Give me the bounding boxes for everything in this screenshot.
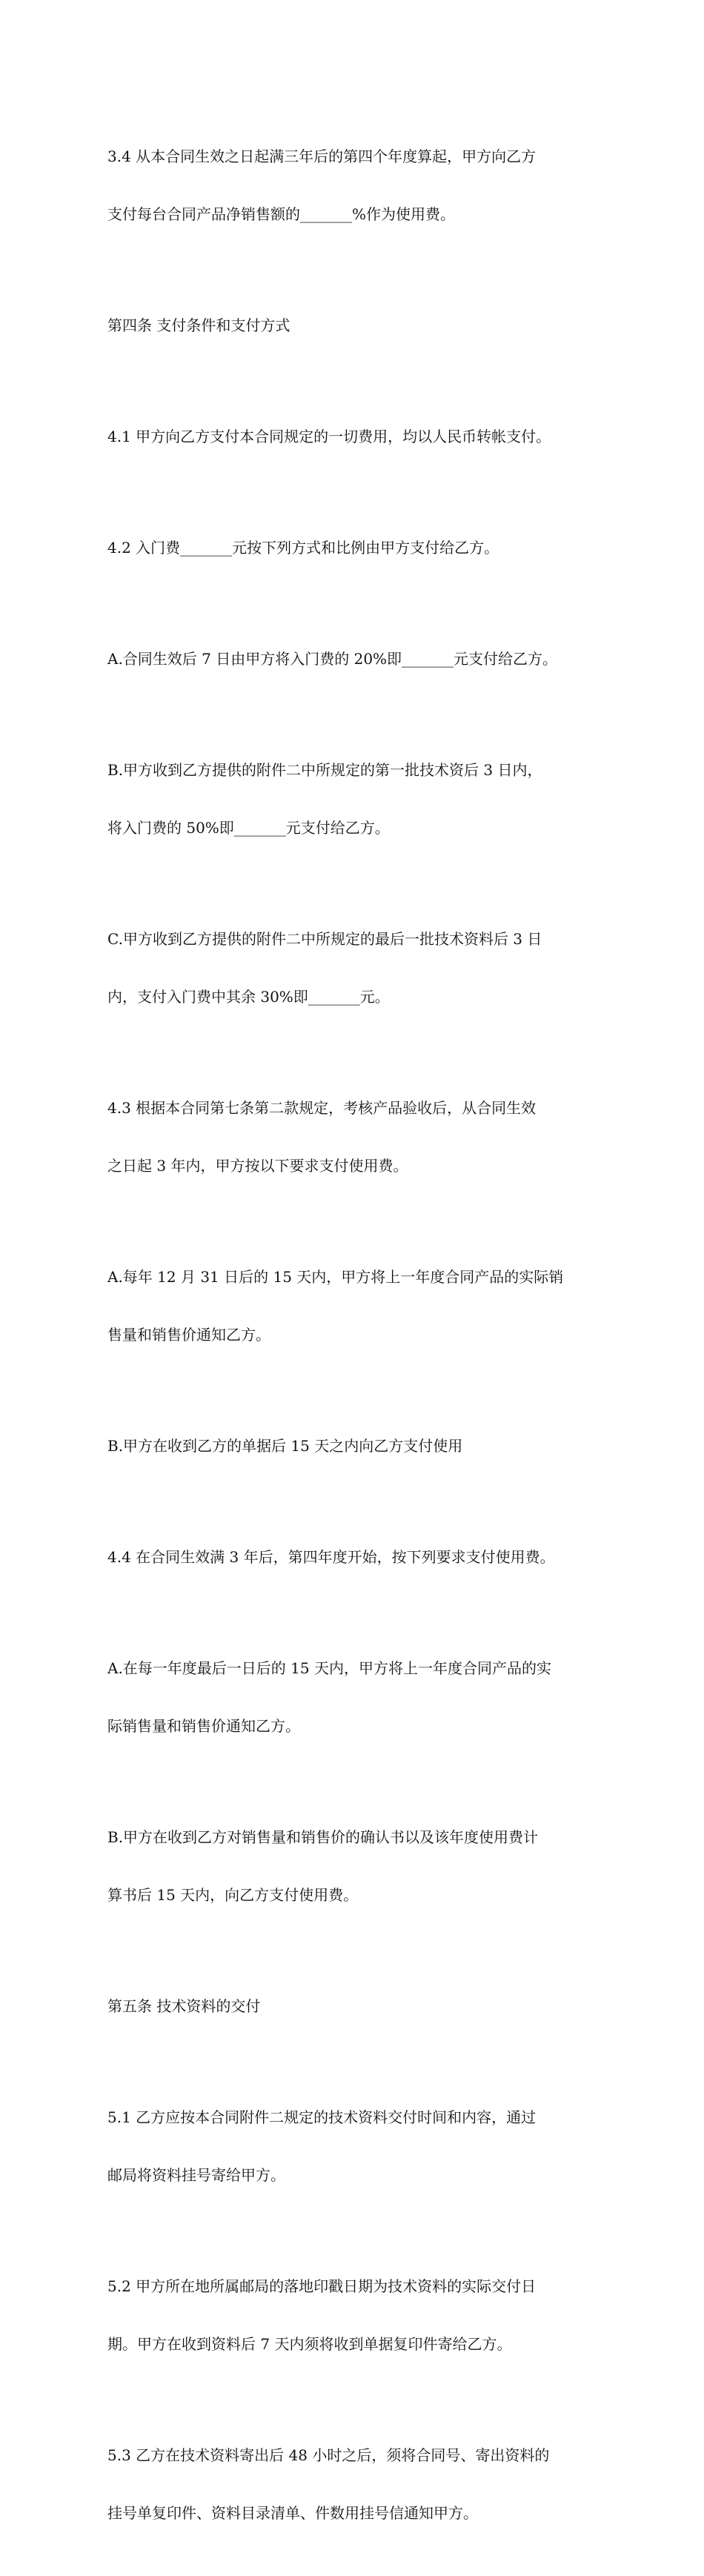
text-line: A.合同生效后 7 日由甲方将入门费的 20%即_______元支付给乙方。 — [107, 650, 558, 668]
article-4-heading — [107, 277, 604, 374]
clause-3-4 — [107, 108, 604, 262]
text-line: 4.1 甲方向乙方支付本合同规定的一切费用，均以人民币转帐支付。 — [107, 428, 551, 445]
text-line: 期。甲方在收到资料后 7 天内须将收到单据复印件寄给乙方。 — [107, 2335, 512, 2353]
clause-4-4-a — [107, 1620, 604, 1774]
clause-4-1 — [107, 388, 604, 485]
text-line: A.在每一年度最后一日后的 15 天内，甲方将上一年度合同产品的实 — [107, 1659, 551, 1677]
contract-page — [107, 108, 604, 2576]
article-5-heading — [107, 1958, 604, 2054]
clause-5-3 — [107, 2407, 604, 2561]
text-line: 4.3 根据本合同第七条第二款规定，考核产品验收后，从合同生效 — [107, 1099, 537, 1117]
heading-text: 第五条 技术资料的交付 — [107, 1997, 261, 2015]
clause-4-2-a — [107, 611, 604, 707]
clause-4-3-a — [107, 1229, 604, 1383]
text-line: 售量和销售价通知乙方。 — [107, 1326, 270, 1344]
text-line: 将入门费的 50%即_______元支付给乙方。 — [107, 819, 390, 837]
text-line: 支付每台合同产品净销售额的_______%作为使用费。 — [107, 205, 456, 223]
text-line: B.甲方收到乙方提供的附件二中所规定的第一批技术资后 3 日内， — [107, 761, 542, 779]
clause-4-4-b — [107, 1789, 604, 1943]
clause-4-2 — [107, 499, 604, 596]
text-line: B.甲方在收到乙方对销售量和销售价的确认书以及该年度使用费计 — [107, 1828, 539, 1846]
text-line: 算书后 15 天内，向乙方支付使用费。 — [107, 1886, 359, 1904]
text-line: 之日起 3 年内，甲方按以下要求支付使用费。 — [107, 1157, 408, 1175]
text-line: 挂号单复印件、资料目录清单、件数用挂号信通知甲方。 — [107, 2504, 478, 2522]
clause-5-2 — [107, 2238, 604, 2392]
clause-4-3 — [107, 1060, 604, 1214]
text-line: 际销售量和销售价通知乙方。 — [107, 1717, 300, 1735]
text-line: 4.4 在合同生效满 3 年后，第四年度开始，按下列要求支付使用费。 — [107, 1548, 555, 1566]
clause-4-3-b — [107, 1398, 604, 1494]
text-line: A.每年 12 月 31 日后的 15 天内，甲方将上一年度合同产品的实际销 — [107, 1268, 564, 1286]
text-line: 5.3 乙方在技术资料寄出后 48 小时之后，须将合同号、寄出资料的 — [107, 2446, 550, 2464]
text-line: 内，支付入门费中其余 30%即_______元。 — [107, 988, 390, 1006]
clause-4-2-c — [107, 891, 604, 1045]
clause-4-4 — [107, 1509, 604, 1605]
heading-text: 第四条 支付条件和支付方式 — [107, 316, 290, 334]
text-line: 3.4 从本合同生效之日起满三年后的第四个年度算起，甲方向乙方 — [107, 147, 537, 165]
text-line: 5.1 乙方应按本合同附件二规定的技术资料交付时间和内容，通过 — [107, 2108, 537, 2126]
text-line: C.甲方收到乙方提供的附件二中所规定的最后一批技术资料后 3 日 — [107, 930, 542, 948]
text-line: B.甲方在收到乙方的单据后 15 天之内向乙方支付使用 — [107, 1437, 463, 1455]
clause-4-2-b — [107, 722, 604, 876]
clause-5-1 — [107, 2069, 604, 2223]
text-line: 邮局将资料挂号寄给甲方。 — [107, 2166, 285, 2184]
text-line: 5.2 甲方所在地所属邮局的落地印戳日期为技术资料的实际交付日 — [107, 2277, 537, 2295]
text-line: 4.2 入门费_______元按下列方式和比例由甲方支付给乙方。 — [107, 539, 499, 557]
